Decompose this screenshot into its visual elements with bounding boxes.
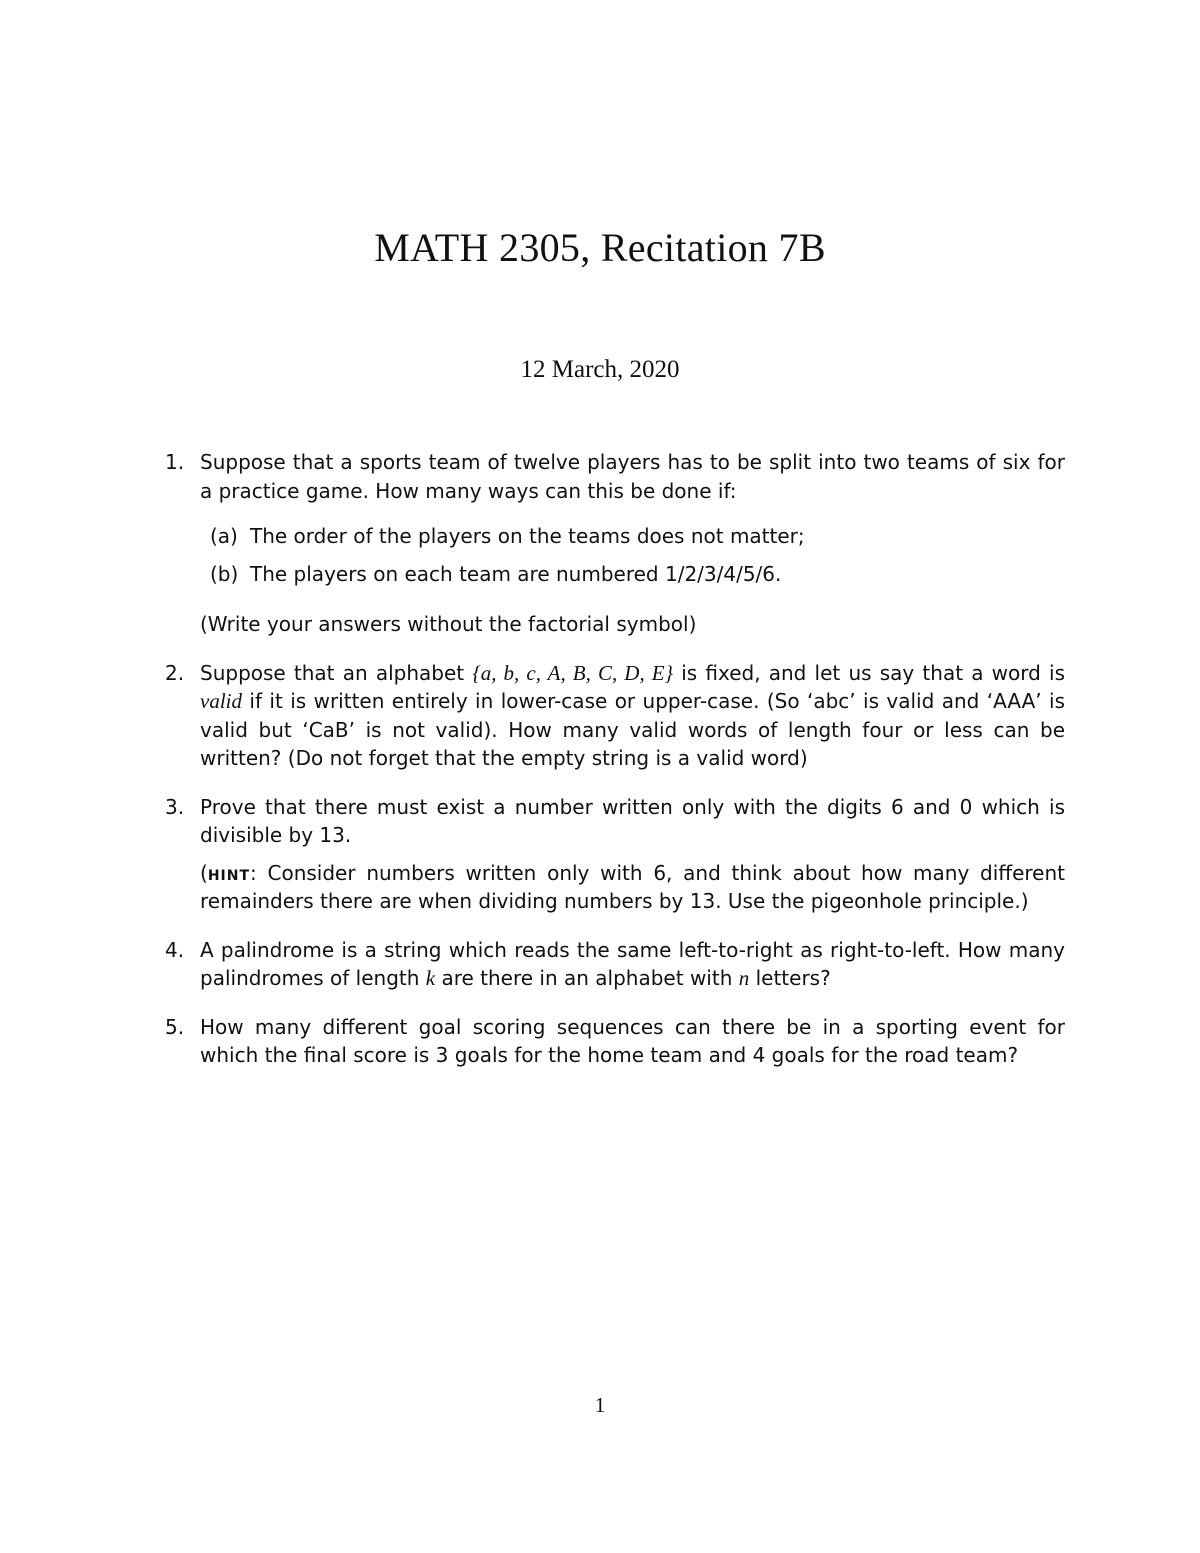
problem-text: How many different goal scoring sequences can there be in a sporting event for which the final score is 3 goals for the home team and 4 goals for the road team?: [200, 1014, 1065, 1067]
text-segment: are there in an alphabet with: [435, 966, 739, 990]
part-label: (b): [210, 561, 239, 586]
alphabet-set: {a, b, c, A, B, C, D, E}: [472, 660, 674, 685]
text-segment: is fixed, and let us say that a word is: [673, 660, 1066, 685]
problem-number: 5.: [165, 1014, 185, 1039]
problem-text: [200, 936, 1065, 993]
problem-text: Prove that there must exist a number written only with the digits 6 and 0 which is divisible by 13.: [200, 794, 1065, 847]
text-segment: if it is written entirely in lower-case or upper-case. (So ‘abc’ is valid and ‘AAA’ is valid but ‘CaB’ is not valid). How many valid words of length four or less can be written? (Do not forget that the empty string is a valid word): [200, 689, 1065, 770]
part-text: The players on each team are numbered 1/2/3/4/5/6.: [250, 561, 782, 586]
page-title: MATH 2305, Recitation 7B: [374, 225, 826, 270]
document-date: 12 March, 2020: [520, 356, 680, 383]
part-text: The order of the players on the teams does not matter;: [250, 524, 805, 548]
problem-1: [165, 448, 1065, 639]
problem-number: 2.: [165, 660, 185, 685]
text-segment: Suppose that an alphabet: [200, 660, 473, 685]
problem-text: [200, 659, 1065, 773]
problem-part-a: [200, 522, 1065, 551]
problem-note: (Write your answers without the factorial symbol): [200, 612, 697, 636]
emphasis-valid: valid: [200, 689, 242, 713]
variable-k: k: [425, 966, 436, 990]
problem-2: [165, 659, 1065, 773]
problem-3: [165, 793, 1065, 916]
problem-5: [165, 1013, 1065, 1070]
hint-label: hint: [207, 860, 251, 885]
text-segment: letters?: [749, 966, 831, 990]
problem-text: Suppose that a sports team of twelve players has to be split into two teams of six for a practice game. How many ways can this be done if:: [200, 450, 1065, 503]
variable-n: n: [738, 966, 750, 990]
problem-list: [165, 448, 1065, 1070]
problem-hint: [200, 859, 1065, 916]
page-number: 1: [594, 1393, 606, 1417]
text-segment: : Consider numbers written only with 6, and think about how many different remainders there are when dividing numbers by 13. Use the pigeonhole principle.): [200, 860, 1065, 913]
part-label: (a): [210, 524, 238, 548]
problem-number: 1.: [165, 450, 185, 474]
problem-number: 4.: [165, 937, 185, 962]
text-segment: (: [200, 860, 208, 885]
text-segment: A palindrome is a string which reads the same left-to-right as right-to-left. How many palindromes of length: [200, 937, 1065, 990]
problem-number: 3.: [165, 794, 185, 819]
problem-part-b: [200, 560, 1065, 589]
problem-4: [165, 936, 1065, 993]
